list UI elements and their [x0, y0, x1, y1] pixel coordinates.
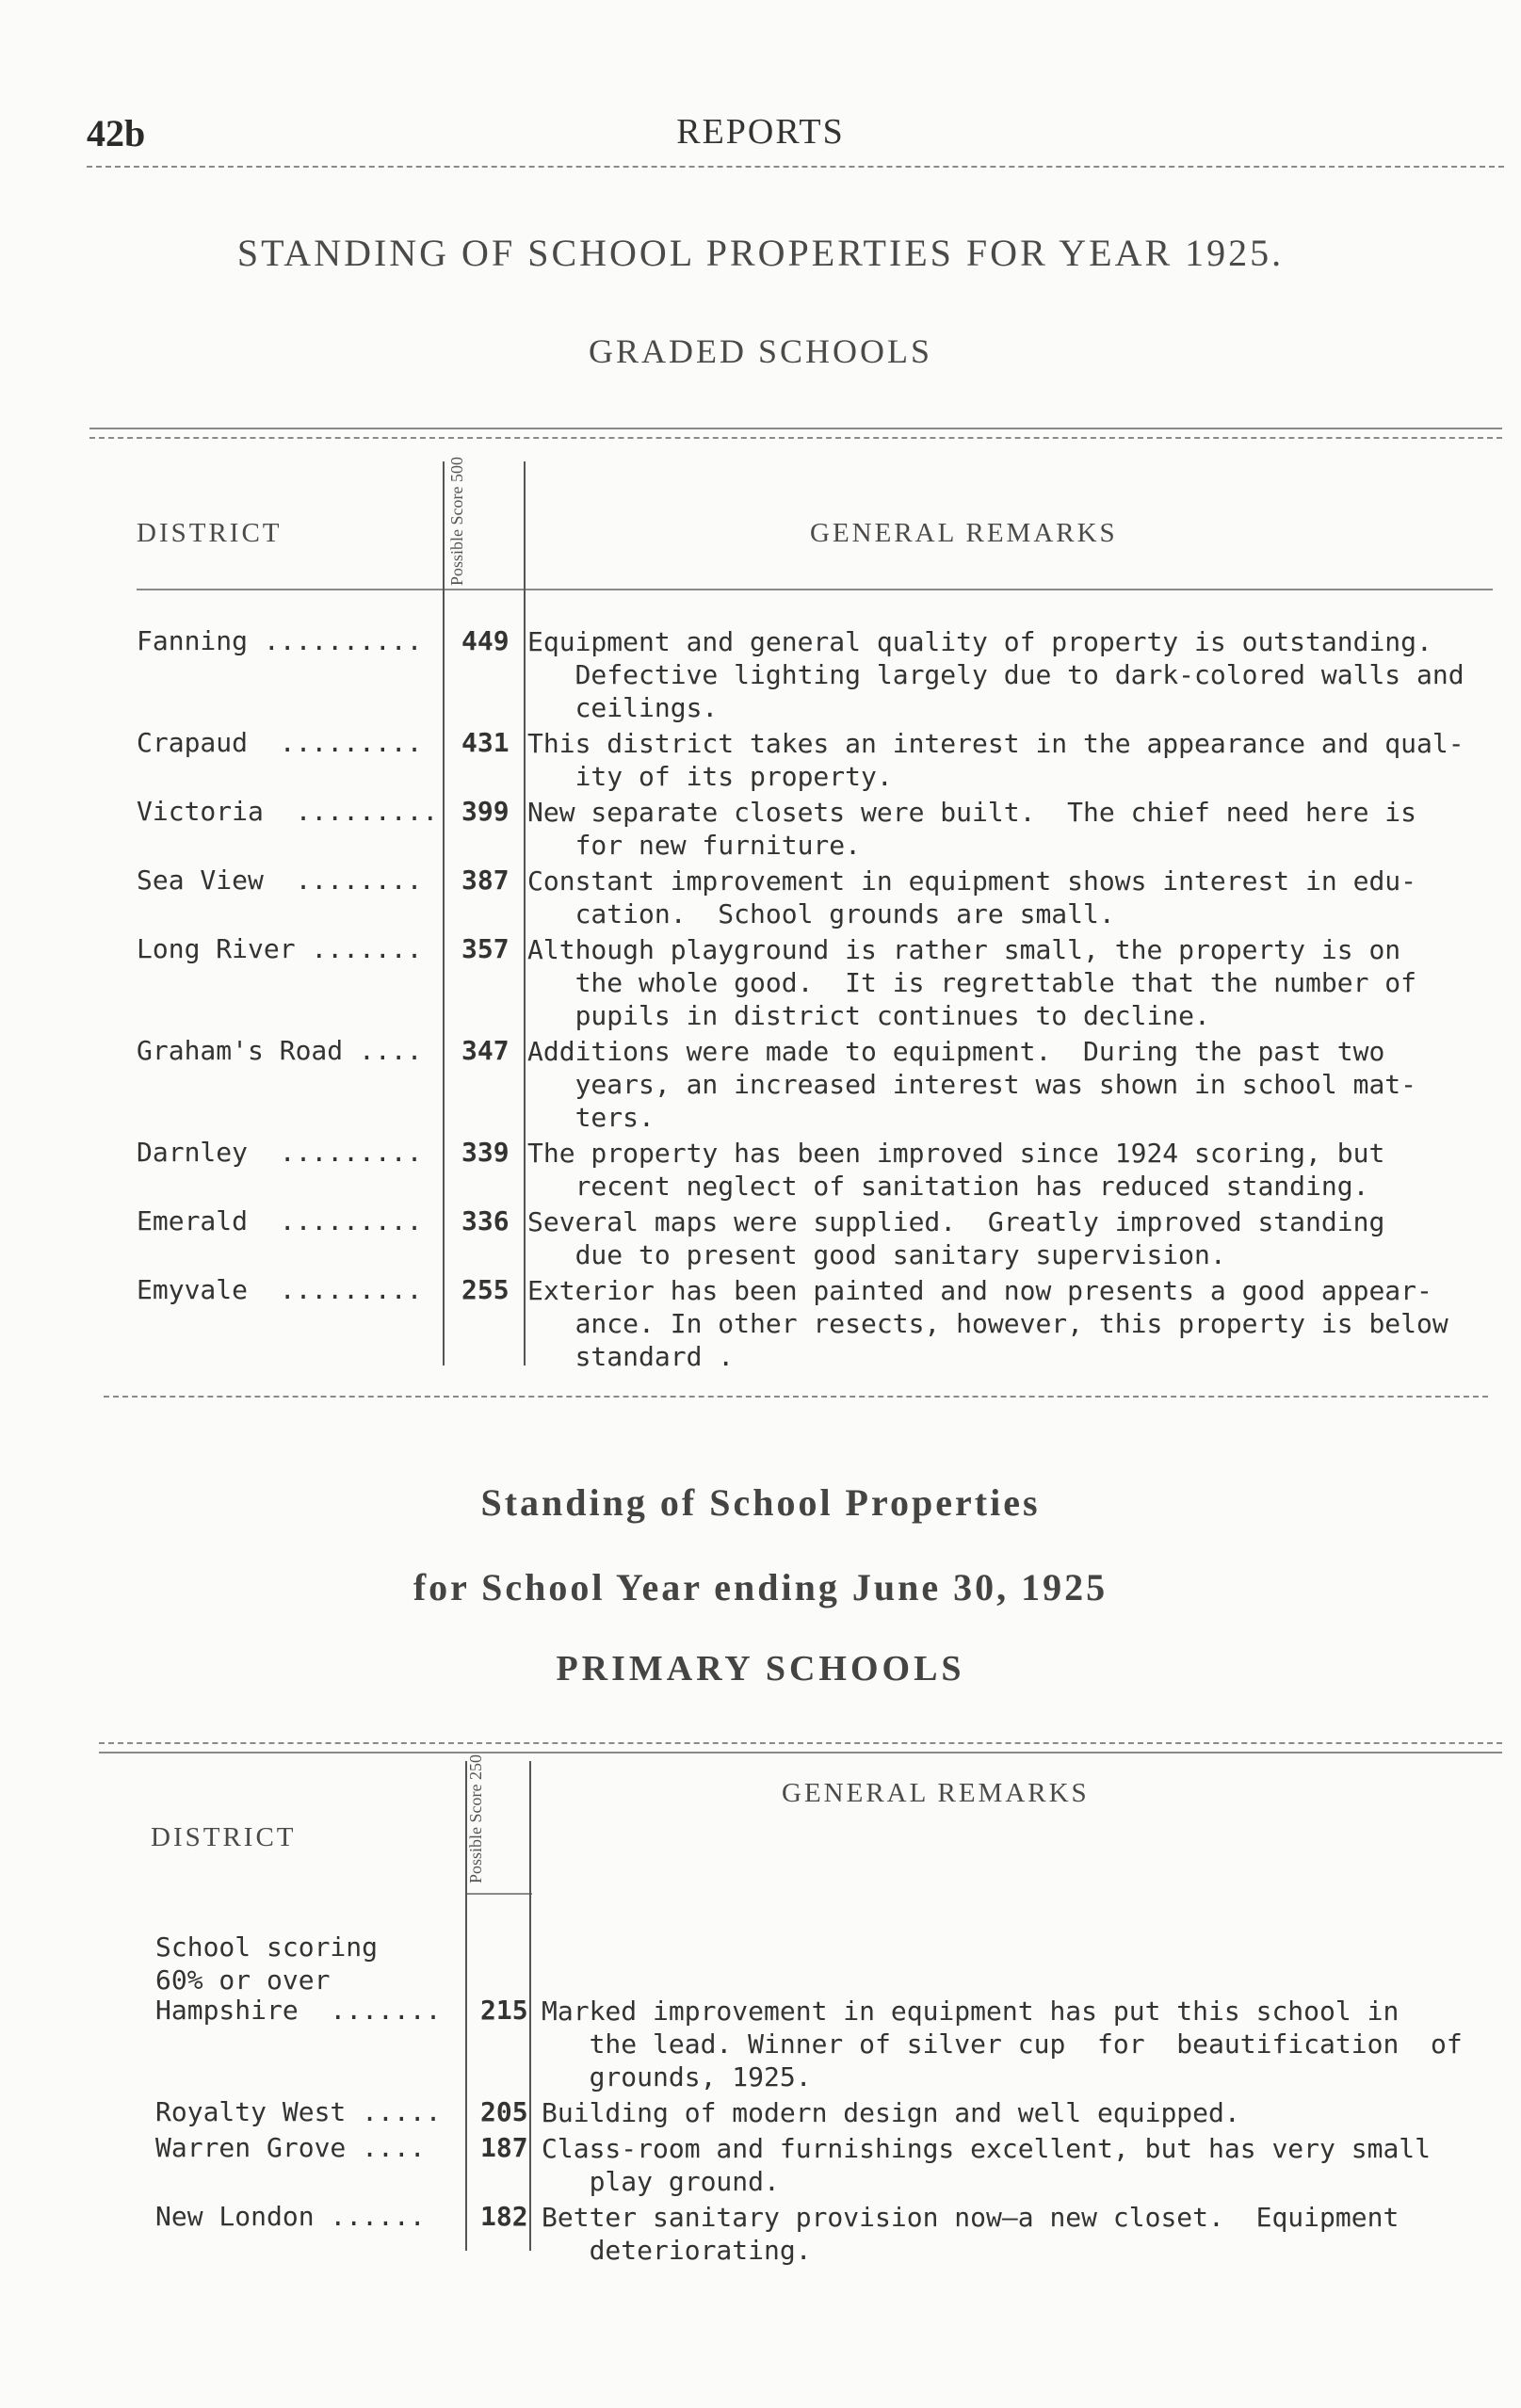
remark-text: This district takes an interest in the appearance and qual- ity of its property. — [527, 728, 1464, 792]
primary-top-rule-2 — [99, 1752, 1502, 1753]
remark-text: Class-room and furnishings excellent, but has very small play ground. — [542, 2133, 1432, 2197]
remark-text: Additions were made to equipment. During the past two years, an increased interest was shown in school mat- ters. — [527, 1036, 1417, 1133]
page-number: 42b — [87, 112, 146, 154]
primary-subtitle: PRIMARY SCHOOLS — [556, 1649, 965, 1689]
remark-text: Better sanitary provision now—a new closet. Equipment deteriorating. — [542, 2202, 1400, 2266]
score-value: 205 — [480, 2096, 528, 2127]
primary-col-district: DISTRICT — [151, 1822, 297, 1852]
district-name: Long River ....... — [137, 933, 423, 964]
graded-title: STANDING OF SCHOOL PROPERTIES FOR YEAR 1925. — [236, 232, 1285, 274]
primary-intro: School scoring 60% or over — [155, 1931, 379, 1996]
score-value: 339 — [461, 1137, 510, 1168]
district-name: Warren Grove .... — [155, 2132, 426, 2163]
district-name: Sea View ........ — [137, 865, 423, 896]
graded-subtitle: GRADED SCHOOLS — [588, 332, 933, 370]
graded-top-rule-2 — [89, 437, 1502, 439]
score-value: 182 — [480, 2201, 528, 2232]
district-name: Crapaud ......... — [137, 727, 423, 758]
remark-text: Building of modern design and well equipped. — [542, 2097, 1240, 2128]
graded-col-divider-left — [443, 461, 445, 1366]
score-value: 357 — [461, 933, 510, 964]
score-value: 387 — [461, 865, 510, 896]
graded-top-rule — [89, 428, 1502, 429]
score-value: 187 — [480, 2132, 528, 2163]
running-title: REPORTS — [676, 112, 845, 152]
district-name: Emyvale ......... — [137, 1274, 423, 1305]
score-value: 399 — [461, 796, 510, 827]
primary-title-line1: Standing of School Properties — [480, 1481, 1041, 1524]
district-name: Hampshire ....... — [155, 1995, 442, 2026]
primary-top-rule — [99, 1742, 1502, 1744]
remark-text: Marked improvement in equipment has put this school in the lead. Winner of silver cup for beautification of grounds, 1925. — [542, 1996, 1463, 2093]
district-name: Fanning .......... — [137, 625, 423, 656]
remark-text: Constant improvement in equipment shows interest in edu- cation. School grounds are small. — [527, 865, 1417, 929]
primary-col-divider-left — [465, 1761, 467, 2251]
remark-text: Several maps were supplied. Greatly improved standing due to present good sanitary supervision. — [527, 1206, 1385, 1270]
section-divider — [104, 1396, 1488, 1398]
district-name: Victoria ......... — [137, 796, 439, 827]
graded-col-divider-right — [524, 461, 526, 1366]
district-name: New London ...... — [155, 2201, 426, 2232]
graded-col-district: DISTRICT — [137, 518, 283, 548]
remark-text: The property has been improved since 1924 scoring, but recent neglect of sanitation has reduced standing. — [527, 1138, 1385, 1202]
graded-header-rule — [137, 589, 1493, 590]
primary-col-score: Possible Score 250 — [466, 1754, 485, 1883]
header-rule — [87, 166, 1504, 168]
primary-col-divider-right — [529, 1761, 531, 2251]
remark-text: Although playground is rather small, the property is on the whole good. It is regrettable that the number of pupils in district continues to decline. — [527, 934, 1417, 1031]
score-value: 449 — [461, 625, 510, 656]
score-value: 215 — [480, 1995, 528, 2026]
primary-col-remarks: GENERAL REMARKS — [782, 1778, 1090, 1808]
score-value: 336 — [461, 1205, 510, 1236]
district-name: Graham's Road .... — [137, 1035, 423, 1066]
graded-col-score: Possible Score 500 — [447, 457, 466, 586]
score-value: 255 — [461, 1274, 510, 1305]
remark-text: New separate closets were built. The chief need here is for new furniture. — [527, 797, 1417, 861]
remark-text: Exterior has been painted and now presents a good appear- ance. In other resects, however, this property is below standard . — [527, 1275, 1448, 1372]
score-value: 431 — [461, 727, 510, 758]
district-name: Darnley ......... — [137, 1137, 423, 1168]
district-name: Emerald ......... — [137, 1205, 423, 1236]
district-name: Royalty West ..... — [155, 2096, 442, 2127]
primary-score-underline — [466, 1893, 532, 1895]
score-value: 347 — [461, 1035, 510, 1066]
remark-text: Equipment and general quality of property is outstanding. Defective lighting largely due to dark-colored walls and ceilings. — [527, 626, 1464, 723]
graded-col-remarks: GENERAL REMARKS — [810, 518, 1118, 548]
primary-title-line2: for School Year ending June 30, 1925 — [413, 1566, 1108, 1608]
